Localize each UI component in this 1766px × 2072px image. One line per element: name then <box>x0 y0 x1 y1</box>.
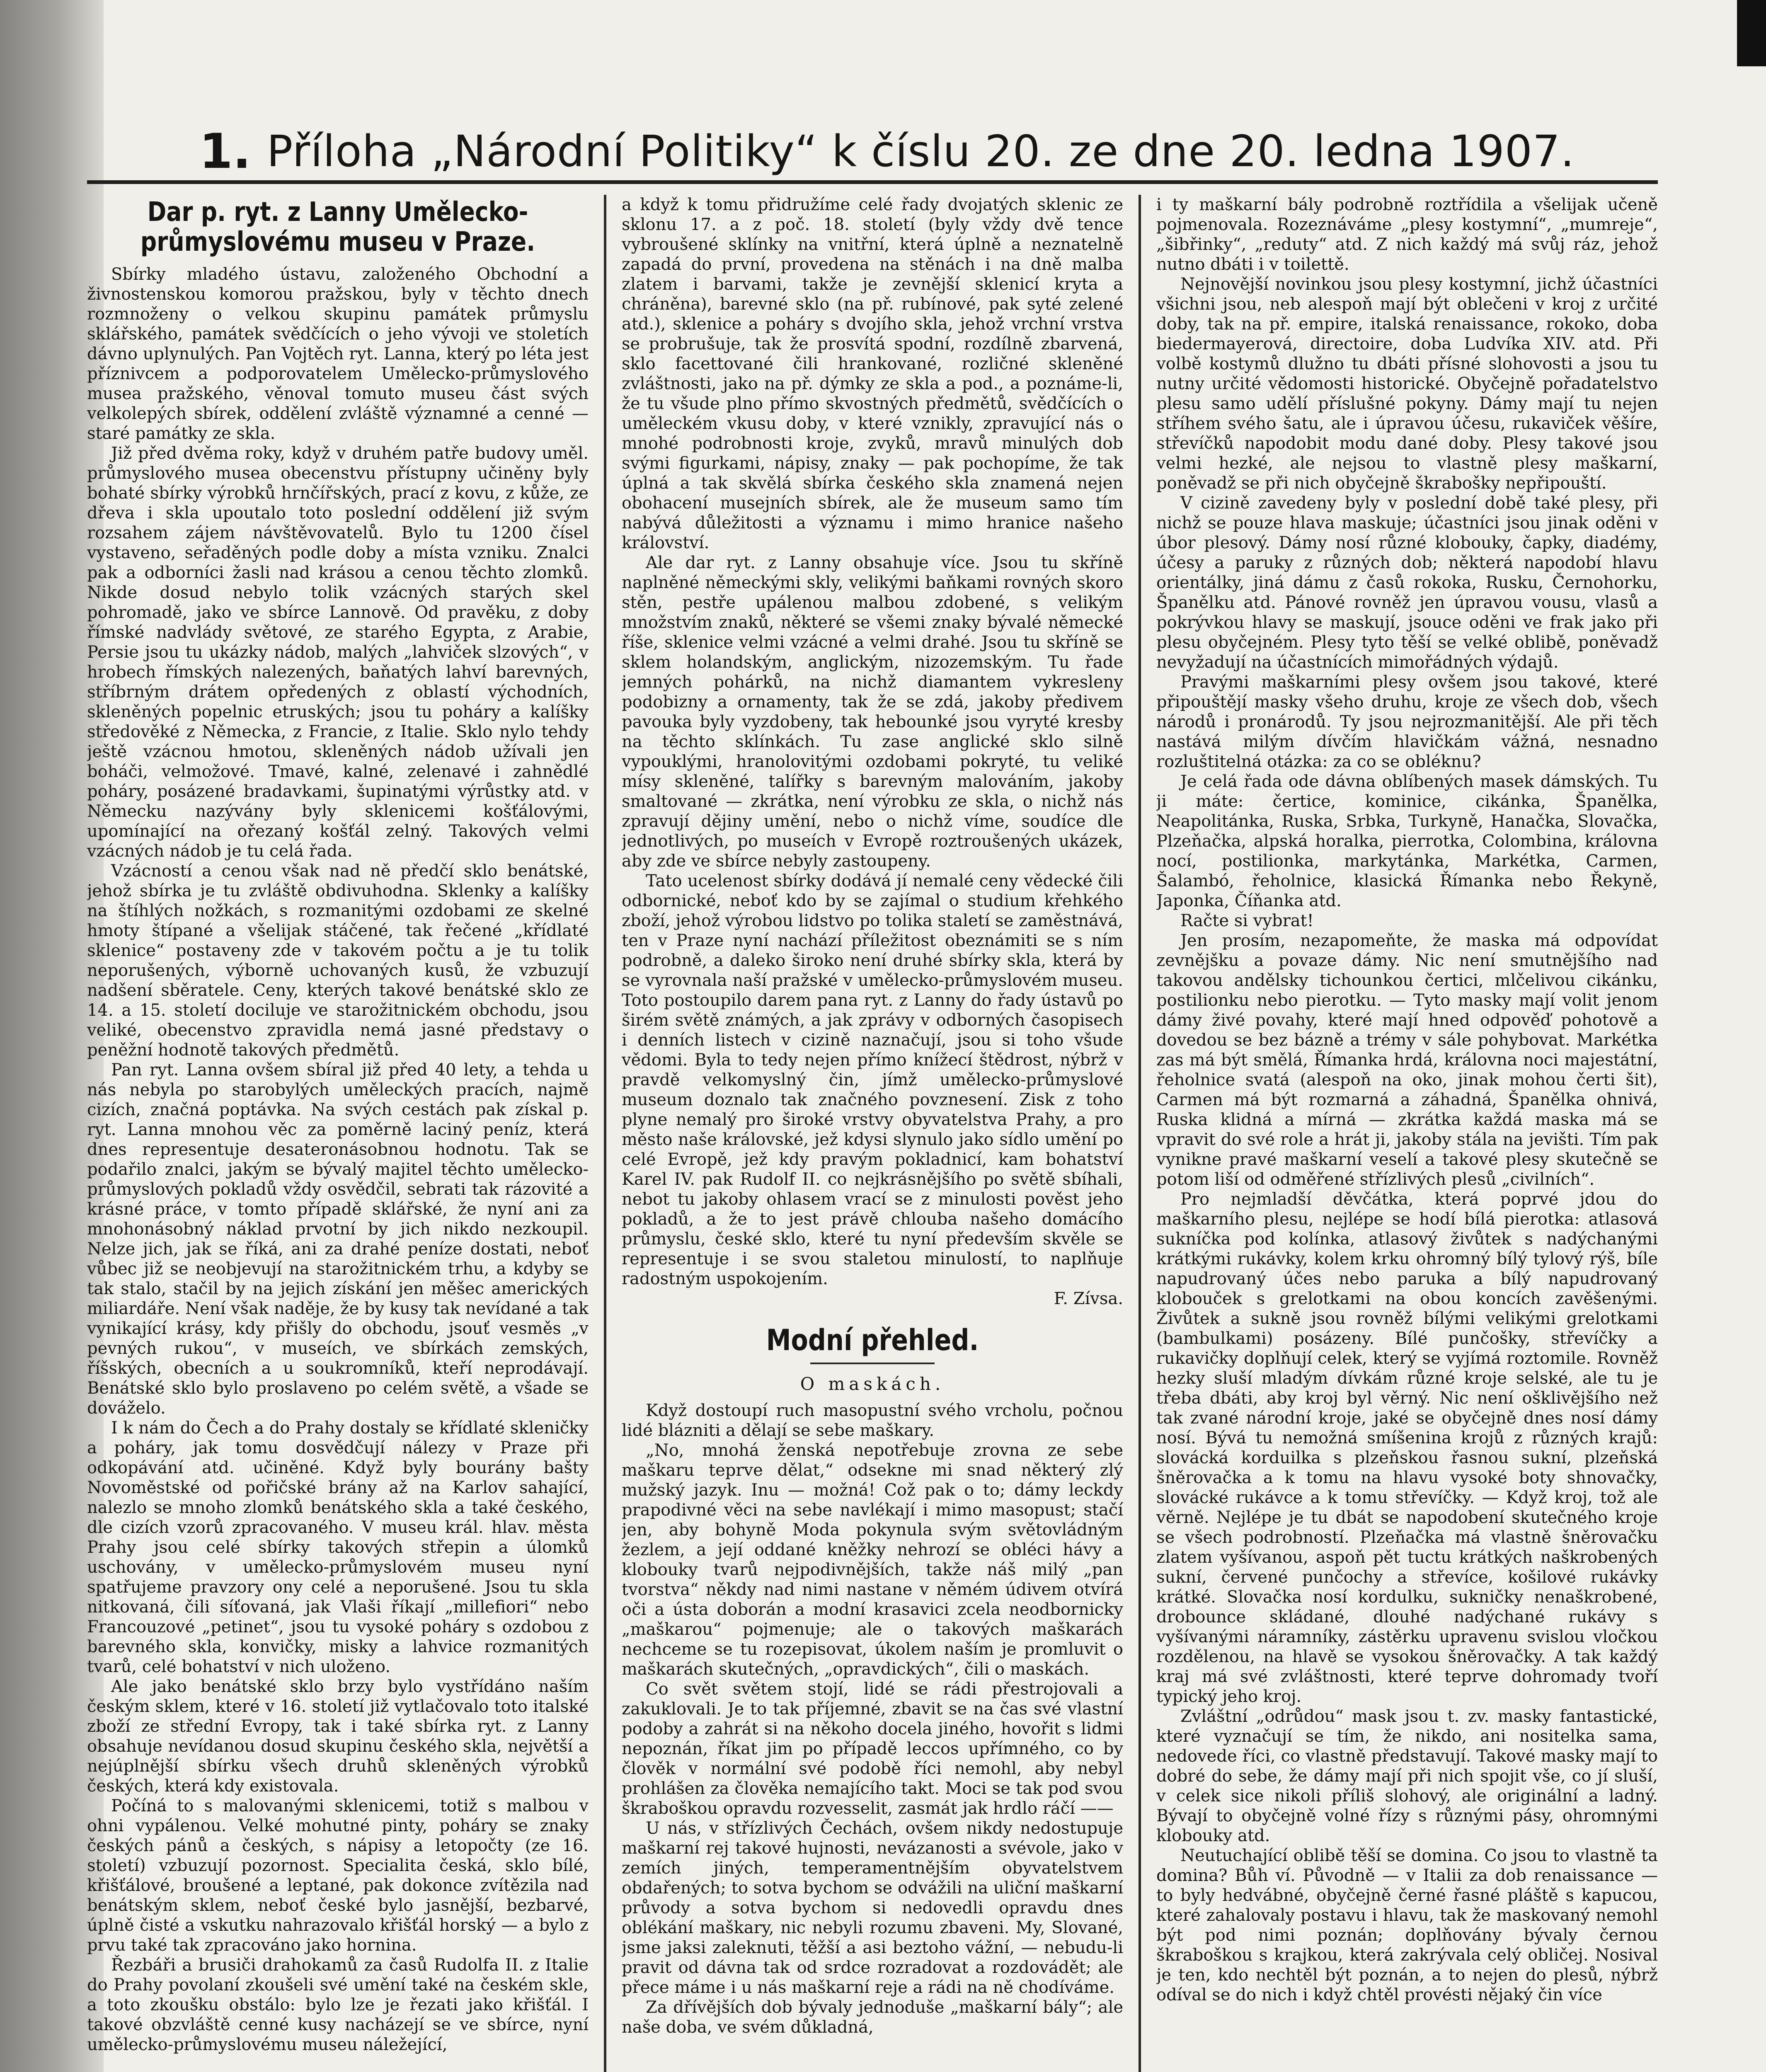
paragraph: Račte si vybrat! <box>1180 911 1314 930</box>
paragraph: a když k tomu přidružíme celé řady dvojatých sklenic ze sklonu 17. a z poč. 18. století (byly vždy dvě tence vybroušené sklínky na vnitřní, která úplně a neznatelně zapadá do první, provedena na stěnách i na dně malba zlatem i barvami, takže je zevnější sklenicí kryta a chráněna), barevné sklo (na př. rubínové, pak syté zelené atd.), sklenice a poháry s dvojího skla, jehož vrchní vrstva se probrušuje, tak že prosvítá spodní, rozdílně zbarvená, sklo facettované čili hrankované, rozličné skleněné zvláštnosti, jako na př. dýmky ze skla a pod., a poznáme-li, že tu všude plno přímo skvostných předmětů, svědčících o uměleckém vkusu doby, v které vznikly, zpravující nás o mnohé podrobnosti kroje, zvyků, mravů minulých dob svými figurkami, nápisy, znaky — pak pochopíme, že tak úplná a tak skvělá sbírka českého skla znamená nejen obohacení musejních sbírek, ale že museum samo tím nabývá důležitosti a významu i mimo hranice našeho království. <box>622 195 1123 552</box>
masthead <box>157 120 1616 182</box>
article-signature: F. Zívsa. <box>1054 1289 1123 1308</box>
column-3 <box>1156 195 1658 2072</box>
paragraph: Pravými maškarními plesy ovšem jsou takové, které připouštějí masky všeho druhu, kroje ze všech dob, všech národů i pronárodů. Ty jsou nejrozmanitější. Ale při těch nastává milým dívčím hlavičkám vážná, nesnadno rozluštitelná otázka: za co se obléknu? <box>1156 673 1658 771</box>
paragraph: Když dostoupí ruch masopustní svého vrcholu, počnou lidé blázniti a dělají se sebe maškary. <box>622 1401 1123 1440</box>
article-subtitle: O maskách. <box>800 1374 945 1394</box>
column-1 <box>87 195 589 2072</box>
paragraph: Co svět světem stojí, lidé se rádi přestrojovali a zakuklovali. Je to tak příjemné, zbavit se na čas své vlastní podoby a zahrát si na někoho docela jiného, hovořit s lidmi nepoznán, říkat jim po případě leccos upřímného, co by člověk v normální své podobě říci nemohl, aby nebyl prohlášen za člověka nemajícího takt. Moci se tak pod svou škraboškou opravdu rozvesselit, zasmát jak hrdlo ráčí —— <box>622 1680 1123 1818</box>
paragraph: V cizině zavedeny byly v poslední době také plesy, při nichž se pouze hlava maskuje; účastníci jsou jinak oděni v úbor plesový. Dámy nosí různé klobouky, čapky, diadémy, účesy a paruky z různých dob; některá napodobí hlavu orientálky, jiná dámu z časů rokoka, Rusku, Černohorku, Španělku atd. Pánové rovněž jen úpravou vousu, vlasů a pokrývkou hlavy se maskují, jsouce oděni ve frak jako při plesu obyčejném. Plesy tyto těší se velké oblibě, poněvadž nevyžadují na účastnících mimořádných výdajů. <box>1156 494 1658 672</box>
paragraph: U nás, v střízlivých Čechách, ovšem nikdy nedostupuje maškarní rej takové hujnosti, nevázanosti a svévole, jako v zemích jiných, temperamentnějším obyvatelstvem obdařených; to sotva bychom se odvážili na uliční maškarní průvody a sotva bychom si nedovedli opravdu dnes oblékání maškary, nic nebyli rozumu zbaveni. My, Slované, jsme jaksi zaleknuti, těžší a asi beztoho vážní, — nebudu-li pravit od dávna tak od srdce rozradovat a rozdovádět; ale přece máme i u nás maškarní reje a rádi na ně chodíváme. <box>622 1819 1123 1997</box>
paragraph: Ale dar ryt. z Lanny obsahuje více. Jsou tu skříně naplněné německými skly, velikými baňkami rovných skoro stěn, pestře upálenou malbou zdobené, s velikým množstvím znaků, některé se všemi znaky bývalé německé říše, sklenice velmi vzácné a velmi drahé. Jsou tu skříně se sklem holandským, anglickým, nizozemským. Tu řade jemných pohárků, na nichž diamantem vykresleny podobizny a ornamenty, tak že se zdá, jakoby předivem pavouka byly vyzdobeny, tak hebounké jsou vyryté kresby na těchto sklínkách. Tu zase anglické sklo silně vypouklými, hranolovitými ozdobami pokryté, tu veliké mísy skleněné, talířky s barevným malováním, jakoby smaltované — zkrátka, není výrobku ze skla, o nichž nás zpravují dějiny umění, nebo o nichž víme, soudíce dle jednotlivých, po museích v Evropě roztroušených ukázek, aby zde ve sbírce nebyly zastoupeny. <box>622 553 1123 871</box>
masthead-rule <box>87 180 1658 184</box>
column-divider <box>604 195 606 2072</box>
scan-corner-mark <box>1737 0 1766 66</box>
article-title-fashion-review: Modní přehled. <box>766 1323 979 1357</box>
paragraph: „No, mnohá ženská nepotřebuje zrovna ze sebe maškaru teprve dělat,“ odsekne mi snad některý zlý mužský jazyk. Inu — možná! Což pak o to; dámy leckdy prapodivné věci na sebe navlékají i mimo masopust; stačí jen, aby bohyně Moda pokynula svým světovládným žezlem, a její oddané kněžky nehrozí se obléci hávy a klobouky tvarů nejpodivnějších, takže náš milý „pan tvorstva“ někdy nad nimi nastane v němém údivem otvírá oči a ústa doborán a modní krasavici zcela neodbornicky „maškarou“ pojmenuje; ale o takových maškarách nechceme se tu rozepisovat, úkolem naším je promluvit o maškarách skutečných, „opravdických“, čili o maskách. <box>622 1441 1123 1679</box>
page-columns <box>87 195 1658 2072</box>
column-divider <box>1139 195 1141 2072</box>
paragraph: Pan ryt. Lanna ovšem sbíral již před 40 lety, a tehda u nás nebyla po starobylých uměleckých pracích, najmě cizích, značná poptávka. Na svých cestách pak získal p. ryt. Lanna mnohou věc za poměrně laciný peníz, která dnes representuje desateronásobnou hodnotu. Tak se podařilo znalci, jakým se bývalý majitel těchto umělecko-průmyslových pokladů vždy osvědčil, sebrati tak rázovité a krásné práce, v tomto případě sklářské, že nyní ani za mnohonásobný náklad prvotní by jich nikdo nezkoupil. Nelze jich, jak se říká, ani za drahé peníze dostati, neboť vůbec již se neobjevují na starožitnickém trhu, a kdyby se tak stalo, stačil by na jejich získání jen měšec amerických miliardáře. Není však naděje, že by kusy tak nevídané a tak vynikající krásy, kdy přišly do obchodu, jsouť vesměs „v pevných rukou“, v museích, ve sbírkách zemských, říšských, obecních a u soukromníků, kteří neprodávají. Benátské sklo bylo proslaveno po celém světě, a všade se dováželo. <box>87 1060 589 1418</box>
masthead-title: Příloha „Národní Politiky“ k číslu 20. ze dne 20. ledna 1907. <box>266 126 1575 177</box>
paragraph: Počíná to s malovanými sklenicemi, totiž s malbou v ohni vypálenou. Velké mohutné pinty, poháry se znaky českých pánů a českých, s nápisy a letopočty (ze 16. století) vzbuzují pozornost. Specialita česká, sklo bílé, křišťálové, broušené a leptané, pak dokonce zvítězila nad benátským sklem, neboť české bylo jasnější, bezbarvé, úplně čisté a vskutku nahrazovalo křišťál horský — a bylo z prvu také tak zpracováno jako hornina. <box>87 1796 589 1955</box>
paragraph: Jen prosím, nezapomeňte, že maska má odpovídat zevnějšku a povaze dámy. Nic není smutnějšího nad takovou andělsky tichounkou čertici, mlčelivou cikánku, postilionku nebo pierotku. — Tyto masky mají volit jenom dámy živé povahy, které mají hned odpověď pohotově a dovedou se bez bázně a trémy v sále pohybovat. Markétka zas má být smělá, Římanka hrdá, královna noci majestátní, řeholnice svatá (alespoň na oko, jinak mohou čerti šit), Carmen má být rozmarná a záhadná, Španělka ohnivá, Ruska klidná a mírná — zkrátka každá maska má se vpravit do své role a hrát ji, jakoby stála na jevišti. Tím pak vynikne pravé maškarní veselí a takové plesy skutečně se potom liší od odměřené střízlivých plesů „civilních“. <box>1156 931 1658 1189</box>
title-underline <box>810 1363 935 1364</box>
paragraph: Tato ucelenost sbírky dodává jí nemalé ceny vědecké čili odbornické, neboť kdo by se zajímal o studium křehkého zboží, jehož výrobou lidstvo po tolika staletí se zaměstnává, ten v Praze nyní nachází příležitost obeznámiti se s ním podrobně, a daleko široko není druhé sbírky skla, která by se vyrovnala naší pražské v umělecko-průmyslovém museu. Toto postoupilo darem pana ryt. z Lanny do řady ústavů po širém světě známých, a jak zprávy v odborných časopisech i denních listech v cizině naznačují, jsou si toho všude vědomi. Byla to tedy nejen přímo knížecí štědrost, nýbrž v pravdě velkomyslný čin, jímž umělecko-průmyslové museum doznalo tak značného povznesení. Zisk z toho plyne nemalý pro široké vrstvy obyvatelstva Prahy, a pro město naše královské, jež kdysi slynulo jako sídlo umění po celé Evropě, jež kdy pravým pokladnicí, kam bohatství Karel IV. pak Rudolf II. co nejkrásnějšího po světě sbíhali, nebot tu jakoby ohlasem vrací se z minulosti pověst jeho pokladů, a že to jest právě chlouba našeho domácího průmyslu, české sklo, které tu nyní především skvěle se representuje i se svou staletou minulostí, to naplňuje radostným uspokojením. <box>622 871 1123 1288</box>
paragraph: Je celá řada ode dávna oblíbených masek dámských. Tu ji máte: čertice, kominice, cikánka, Španělka, Neapolitánka, Ruska, Srbka, Turkyně, Hanačka, Slovačka, Plzeňačka, alpská horalka, pierrotka, Colombina, královna nocí, postilionka, markytánka, Markétka, Carmen, Šalambó, řeholnice, klasická Římanka nebo Řekyně, Japonka, Číňanka atd. <box>1156 772 1658 910</box>
article-title-lanna-gift: Dar p. ryt. z Lanny Umělecko-průmyslovému museu v Praze. <box>140 197 535 257</box>
paragraph: Řezbáři a brusiči drahokamů za časů Rudolfa II. z Italie do Prahy povolaní zkoušeli své umění také na českém skle, a toto zkoušku obstálo: bylo lze je řezati jako křišťál. I takové obzvláště cenné kusy nacházejí se ve sbírce, nyní umělecko-průmyslovému museu náležející, <box>87 1956 589 2054</box>
paragraph: Již před dvěma roky, když v druhém patře budovy uměl. průmyslového musea obecenstvu přístupny učiněny byly bohaté sbírky výrobků hrnčířských, prací z kovu, z kůže, ze dřeva i skla upoutalo toto poslední oddělení již svým rozsahem zájem návštěvovatelů. Bylo tu 1200 čísel vystaveno, seřaděných podle doby a místa vzniku. Znalci pak a odborníci žasli nad krásou a cenou těchto zlomků. Nikde dosud nebylo tolik vzácných starých skel pohromadě, jako ve sbírce Lannově. Od pravěku, z doby římské nadvlády světové, ze starého Egypta, z Arabie, Persie jsou tu ukázky nádob, malých „lahviček slzových“, v hrobech římských nalezených, baňatých lahví barevných, stříbrným drátem opředených z oblastí východních, skleněných popelnic etruských; jsou tu poháry a kalíšky středověké z Německa, z Francie, z Italie. Sklo nylo tehdy ještě vzácnou hmotou, skleněných nádob užívali jen boháči, velmožové. Tmavé, kalné, zelenavé i zahnědlé poháry, posázené bradavkami, šupinatými výrůstky atd. v Německu nazývány byly sklenicemi košťálovými, upomínající na ořezaný košťál zelný. Takových velmi vzácných nádob je tu celá řada. <box>87 444 589 861</box>
column-2 <box>622 195 1123 2072</box>
paragraph: Zvláštní „odrůdou“ mask jsou t. zv. masky fantastické, které vyznačují se tím, že nikdo, ani nositelka sama, nedovede říci, co vlastně představují. Takové masky mají to dobré do sebe, že dámy mají při nich spojit vše, co jí sluší, v celek sice nikoli příliš slohový, ale originální a ladný. Bývají to obyčejně volné řízy s různými pásy, ohromnými klobouky atd. <box>1156 1707 1658 1845</box>
paragraph: i ty maškarní bály podrobně roztřídila a všelijak učeně pojmenovala. Rozeznáváme „plesy kostymní“, „mumreje“, „šibřinky“, „reduty“ atd. Z nich každý má svůj ráz, jehož nutno dbáti i v toilettě. <box>1156 195 1658 274</box>
paragraph: Vzácností a cenou však nad ně předčí sklo benátské, jehož sbírka je tu zvláště obdivuhodna. Sklenky a kalíšky na štíhlých nožkách, s rozmanitými ozdobami ze skelné hmoty štípané a všelijak stáčené, tak řečené „křídlaté sklenice“ postaveny zde v takovém počtu a je tu tolik neporušených, výborně uchovaných kusů, že vzbuzují nadšení sběratele. Ceny, kterých takové benátské sklo ze 14. a 15. století dociluje ve starožitnickém obchodu, jsou veliké, obecenstvo zpravidla nemá jasné představy o peněžní hodnotě takových předmětů. <box>87 862 589 1060</box>
paragraph: I k nám do Čech a do Prahy dostaly se křídlaté skleničky a poháry, jak tomu dosvědčují nálezy v Praze při odkopávání atd. učiněné. Když byly bourány bašty Novoměstské od pořičské brány až na Karlov sahající, nalezlo se mnoho zlomků benátského skla a také českého, dle cizích vzorů zpracovaného. V museu král. hlav. města Prahy jsou celé sbírky takových střepin a úlomků uschovány, v umělecko-průmyslovém museu nyní spatřujeme pravzory ony celé a neporušené. Jsou tu skla nitkovaná, čili síťovaná, jak Vlaši říkají „millefiori“ nebo Francouzové „petinet“, jsou tu vysoké poháry s ozdobou z barevného skla, konvičky, misky a lahvice rozmanitých tvarů, celé bohatství v nich uloženo. <box>87 1418 589 1676</box>
paragraph: Neutuchající oblibě těší se domina. Co jsou to vlastně ta domina? Bůh ví. Původně — v Italii za dob renaissance — to byly hedvábné, obyčejně černé řasné pláště s kapucou, které zahalovaly postavu i hlavu, tak že maskovaný nemohl být pod nimi poznán; doplňovány bývaly černou škraboškou s krajkou, která zakrývala celý obličej. Nosival je ten, kdo nechtěl být poznán, a to nejen do plesů, nýbrž odíval se do nich i když chtěl provésti nějaký čin více <box>1156 1846 1658 2004</box>
paragraph: Nejnovější novinkou jsou plesy kostymní, jichž účastníci všichni jsou, neb alespoň mají být oblečeni v kroj z určité doby, tak na př. empire, italská renaissance, rokoko, doba biedermayerová, directoire, doba Ludvíka XIV. atd. Při volbě kostymů dlužno tu dbáti přísné slohovosti a jsou tu nutny určité vědomosti historické. Obyčejně pořadatelstvo plesu samo udělí příslušné pokyny. Dámy mají tu nejen stříhem svého šatu, ale i úpravou účesu, rukaviček věšíre, střevíčků napodobit modu dané doby. Plesy takové jsou velmi hezké, ale nejsou to vlastně plesy maškarní, poněvadž se při nich obyčejně škrabošky nepřipouští. <box>1156 275 1658 493</box>
supplement-number: 1. <box>199 123 251 179</box>
paragraph: Pro nejmladší děvčátka, která poprvé jdou do maškarního plesu, nejlépe se hodí bílá pierotka: atlasová sukníčka pod kolínka, atlasový živůtek s nadýchanými krátkými rukávky, kolem krku ohromný bílý tylový rýš, bíle napudrovaný účes nebo paruka a bílý napudrovaný klobouček s grelotkami na obou koncích zavěšenými. Živůtek a sukně jsou rovněž bílými velikými grelotkami (bambulkami) posázeny. Bílé punčošky, střevíčky a rukavičky doplňují celek, který se vyjímá roztomile. Rovněž hezky sluší mladým dívkám různé kroje selské, ale tu je třeba dbáti, aby kroj byl věrný. Nic není ošklivějšího než tak zvané národní kroje, jaké se obyčejně dnes nosí dámy nosí. Bývá tu nemožná smíšenina krojů z různých krajů: slovácká korduilka s plzeňskou řasnou sukní, plzeňská šněrovačka a k tomu na hlavu vysoké boty shnovačky, slovácké rukávce a k tomu střevíčky. — Když kroj, tož ale věrně. Nejlépe je tu dbát se napodobení skutečného kroje se všech podrobností. Plzeňačka má vlastně šněrovačku zlatem vyšívanou, aspoň pět tuctu krátkých naškrobených sukní, červené punčochy a střevíce, košilové rukávky krátké. Slovačka nosí kordulku, sukničky nenaškrobené, drobounce skládané, dlouhé nadýchané rukávy s vyšívanými náramníky, zástěrku upravenu svislou vločkou rozdělenou, na hlavě se vysokou šněrovačky. A tak každý kraj má své zvláštnosti, které teprve dohromady tvoří typický jeho kroj. <box>1156 1190 1658 1706</box>
paragraph: Sbírky mladého ústavu, založeného Obchodní a živnostenskou komorou pražskou, byly v těchto dnech rozmnoženy o velkou skupinu památek průmyslu sklářského, památek svědčících o jeho vývoji ve stoletích dávno uplynulých. Pan Vojtěch ryt. Lanna, který po léta jest příznivcem a podporovatelem Umělecko-průmyslového musea pražského, věnoval tomuto museu část svých velkolepých sbírek, oddělení zvláště významné a cenné — staré památky ze skla. <box>87 265 589 443</box>
paragraph: Ale jako benátské sklo brzy bylo vystřídáno naším českým sklem, které v 16. století již vytlačovalo toto italské zboží ze střední Evropy, tak i také sbírka ryt. z Lanny obsahuje nevídanou dosud skupinu českého skla, největší a nejúplnější sbírku všech druhů skleněných výrobků českých, která kdy existovala. <box>87 1677 589 1796</box>
paragraph: Za dřívějších dob bývaly jednoduše „maškarní bály“; ale naše doba, ve svém důkladná, <box>622 1998 1123 2037</box>
